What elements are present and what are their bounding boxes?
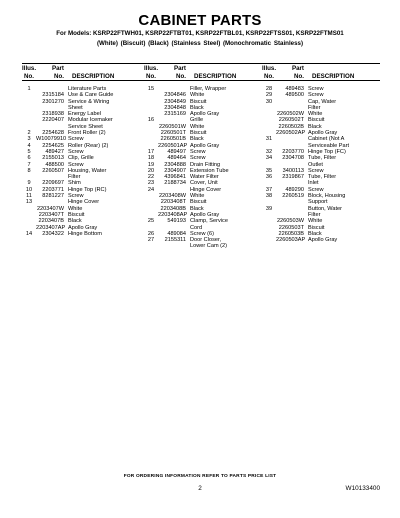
- part-description: Support: [308, 199, 328, 206]
- part-description: Energy Label: [68, 111, 101, 118]
- illus-number: 18: [147, 155, 155, 162]
- part-description: Extension Tube: [190, 167, 229, 174]
- part-description: Screw: [68, 193, 84, 200]
- illus-header-line2: No.: [146, 72, 156, 80]
- part-description: Hinge Bottom: [68, 230, 102, 237]
- part-number: 2301270: [42, 98, 64, 105]
- part-number: 549193: [167, 218, 186, 225]
- illus-header-line1: Illus.: [262, 65, 277, 73]
- part-description: Apollo Gray: [190, 142, 220, 149]
- parts-column-1: [22, 64, 140, 237]
- illus-number: 5: [27, 148, 31, 155]
- part-number: 2203407T: [38, 211, 64, 218]
- illus-number: 22: [147, 174, 155, 181]
- illus-number: 25: [147, 218, 155, 225]
- part-no-header: [158, 65, 190, 80]
- part-number: 2203407AP: [36, 224, 66, 231]
- part-description: Grille: [190, 117, 204, 124]
- part-description: Modular Icemaker: [68, 117, 113, 124]
- part-description: Biscuit: [308, 117, 325, 124]
- part-description: Biscuit: [68, 211, 85, 218]
- color-variants-line: (White) (Biscuit) (Black) (Stainless Steel) (Monochromatic Stainless): [96, 40, 304, 47]
- part-description: Service Sheet: [68, 123, 103, 130]
- part-description: Roller (Rear) (2): [68, 142, 109, 149]
- part-number: 489084: [167, 230, 186, 237]
- part-description: Housing, Water: [68, 167, 107, 174]
- part-number: 489464: [167, 155, 186, 162]
- part-description: Front Roller (2): [68, 130, 106, 137]
- part-description: Door Closer,: [190, 237, 222, 244]
- part-description: White: [190, 193, 205, 200]
- part-description: Hinge Cover: [68, 199, 100, 206]
- part-number: 2203407B: [38, 218, 64, 225]
- part-number: 2260501W: [158, 123, 186, 130]
- part-number: 2260519: [282, 193, 304, 200]
- illus-number: 27: [147, 237, 155, 244]
- description-header: DESCRIPTION: [72, 72, 115, 80]
- part-number: 489427: [45, 148, 64, 155]
- parts-column-3: [262, 64, 380, 243]
- illus-number: 30: [265, 98, 273, 105]
- part-number: 2203770: [282, 148, 304, 155]
- part-number: 2260501B: [160, 136, 186, 143]
- illus-number: 38: [265, 193, 273, 200]
- part-description: Black: [190, 104, 204, 111]
- part-description: Screw: [308, 92, 324, 99]
- part-number: 2260503T: [278, 224, 304, 231]
- illus-header-line1: Illus.: [22, 65, 37, 73]
- part-description: Hinge Top (RC): [68, 186, 107, 193]
- models-line: For Models: KSRP22FTWH01, KSRP22FTBT01, KSRP22FTBL01, KSRP22FTSS01, KSRP22FTMS01: [56, 30, 344, 37]
- illus-number: 34: [265, 155, 273, 162]
- illus-header-line1: Illus.: [144, 65, 159, 73]
- illus-number: 32: [265, 148, 273, 155]
- illus-number: 29: [265, 92, 273, 99]
- part-number: 2254628: [42, 130, 64, 137]
- description-header: DESCRIPTION: [194, 72, 237, 80]
- part-description: Apollo Gray: [190, 111, 220, 118]
- parts-list: [262, 86, 380, 243]
- part-description: Filler, Wrapper: [190, 86, 227, 92]
- part-description: Black: [308, 230, 322, 237]
- part-no-header: [276, 65, 308, 80]
- part-description: Filter: [308, 211, 321, 218]
- part-description: Screw: [190, 155, 206, 162]
- part-header-line1: Part: [51, 65, 64, 73]
- part-number: 2260501T: [160, 130, 186, 137]
- part-description: White: [308, 218, 323, 225]
- part-description: Screw: [68, 136, 84, 143]
- part-description: Inlet: [308, 180, 319, 187]
- part-number: 2203408B: [160, 205, 186, 212]
- part-description: Screw: [308, 167, 324, 174]
- part-description: Cover, Unit: [190, 180, 218, 187]
- part-number: 2260502AP: [276, 130, 306, 137]
- part-description: White: [190, 123, 205, 130]
- part-header-line1: Part: [173, 65, 186, 73]
- part-number: 2203407W: [36, 205, 64, 212]
- ordering-note: FOR ORDERING INFORMATION REFER TO PARTS PRICE LIST: [123, 474, 277, 479]
- part-number: 2254625: [42, 142, 64, 149]
- illus-no-header: [262, 65, 276, 80]
- part-number: 2304907: [164, 167, 186, 174]
- part-description: Clamp, Service: [190, 218, 228, 225]
- part-description: Biscuit: [190, 199, 207, 206]
- part-description: White: [190, 92, 205, 99]
- part-description: Use & Care Guide: [68, 92, 114, 99]
- part-header-line2: No.: [54, 72, 64, 80]
- part-number: 2319867: [282, 174, 304, 181]
- illus-header-line2: No.: [24, 72, 34, 80]
- illus-number: 8: [27, 167, 31, 174]
- illus-number: [262, 237, 276, 243]
- part-number: W10079910: [36, 136, 67, 143]
- part-number: 2315184: [42, 92, 64, 99]
- illus-number: 14: [25, 230, 33, 237]
- part-number: 2304322: [42, 230, 64, 237]
- part-description: Black: [308, 123, 322, 130]
- part-number: 8281227: [42, 193, 64, 200]
- part-number: 2260507: [42, 167, 64, 174]
- part-number: 4396841: [164, 174, 186, 181]
- part-description: White: [68, 205, 83, 212]
- illus-number: 39: [265, 205, 273, 212]
- part-description: Tube, Filter: [308, 174, 337, 181]
- illus-number: 3: [27, 136, 31, 143]
- illus-number: [144, 243, 158, 249]
- part-number: 2304846: [164, 92, 186, 99]
- part-description: Hinge Cover: [190, 186, 222, 193]
- part-description: Screw: [308, 86, 324, 92]
- part-description: Literature Parts: [68, 86, 107, 92]
- part-description: Hinge Top (FC): [308, 148, 346, 155]
- part-number: 2260503W: [276, 218, 304, 225]
- part-description: Drain Fitting: [190, 161, 221, 168]
- part-description: Filter: [68, 174, 81, 181]
- part-description: Black: [190, 205, 204, 212]
- part-description: Screw (6): [190, 230, 214, 237]
- part-number: 489483: [285, 86, 304, 92]
- part-description: Screw: [68, 161, 84, 168]
- illus-number: 24: [147, 186, 155, 193]
- part-number: 2188734: [164, 180, 186, 187]
- part-number: 2260501AP: [158, 142, 188, 149]
- part-description: Clip, Grille: [68, 155, 94, 162]
- part-number: 2260503B: [278, 230, 304, 237]
- parts-row: [262, 237, 380, 243]
- illus-number: 7: [27, 161, 31, 168]
- part-number: 2209697: [42, 180, 64, 187]
- document-id: W10133400: [345, 485, 380, 492]
- illus-number: 4: [27, 142, 31, 149]
- part-header-line1: Part: [291, 65, 304, 73]
- part-number: 2260503AP: [276, 237, 306, 244]
- part-description: Apollo Gray: [190, 211, 220, 218]
- part-number: 489497: [167, 148, 186, 155]
- part-description: White: [308, 111, 323, 118]
- part-description: Shim: [68, 180, 81, 187]
- column-header: [144, 64, 262, 80]
- part-number: 2203408T: [160, 199, 186, 206]
- parts-list: [22, 86, 140, 237]
- illus-number: 26: [147, 230, 155, 237]
- parts-row: [144, 243, 262, 249]
- part-number: 2260502B: [278, 123, 304, 130]
- part-number: 2203771: [42, 186, 64, 193]
- parts-list: [144, 86, 262, 250]
- part-description: Cabinet (Not A: [308, 136, 345, 143]
- part-number: 2304708: [282, 155, 304, 162]
- illus-number: 20: [147, 167, 155, 174]
- part-description: Cord: [190, 224, 203, 231]
- part-description: Biscuit: [190, 130, 207, 137]
- part-number: 2304849: [164, 98, 186, 105]
- part-number: 2318938: [42, 111, 64, 118]
- part-number: 2304848: [164, 104, 186, 111]
- illus-number: 35: [265, 167, 273, 174]
- part-description: Screw: [308, 186, 324, 193]
- part-description: Apollo Gray: [308, 237, 338, 244]
- illus-number: 6: [27, 155, 31, 162]
- illus-number: 11: [26, 193, 32, 200]
- part-number: [158, 243, 190, 249]
- illus-number: 1: [27, 86, 31, 92]
- illus-number: 19: [147, 161, 155, 168]
- part-no-header: [36, 65, 68, 80]
- part-number: 489290: [285, 186, 304, 193]
- part-header-line2: No.: [294, 72, 304, 80]
- part-description: Biscuit: [308, 224, 325, 231]
- part-description: Screw: [190, 148, 206, 155]
- parts-row: [22, 231, 140, 237]
- part-description: Cap, Water: [308, 98, 337, 105]
- part-description: Service & Wiring: [68, 98, 110, 105]
- page-number: 2: [198, 485, 202, 492]
- page-title: CABINET PARTS: [138, 12, 262, 29]
- part-description: Screw: [68, 148, 84, 155]
- part-description: Filter: [308, 104, 321, 111]
- part-description: Lower Cam (2): [190, 243, 227, 250]
- part-number: 488500: [45, 161, 64, 168]
- illus-number: 2: [27, 130, 31, 137]
- part-number: 2155013: [42, 155, 64, 162]
- part-number: 3400113: [282, 167, 304, 174]
- part-number: 2203408AP: [158, 211, 188, 218]
- part-number: 2155311: [164, 237, 186, 244]
- part-header-line2: No.: [176, 72, 186, 80]
- illus-number: 9: [27, 180, 31, 187]
- illus-number: 10: [25, 186, 33, 193]
- part-description: Black: [68, 218, 82, 225]
- part-description: Button, Water: [308, 205, 342, 212]
- part-description: Biscuit: [190, 98, 207, 105]
- illus-number: 36: [265, 174, 273, 181]
- part-description: Black: [190, 136, 204, 143]
- illus-no-header: [22, 65, 36, 80]
- part-description: Tube, Filter: [308, 155, 337, 162]
- illus-number: 23: [147, 180, 155, 187]
- part-number: 2315169: [164, 111, 186, 118]
- part-number: 2260502W: [276, 111, 304, 118]
- part-description: Serviceable Part: [308, 142, 350, 149]
- part-number: 2260502T: [278, 117, 304, 124]
- description-header: DESCRIPTION: [312, 72, 355, 80]
- parts-column-2: [144, 64, 262, 250]
- part-description: Apollo Gray: [68, 224, 98, 231]
- illus-number: 31: [265, 136, 273, 143]
- part-description: Water Filter: [190, 174, 219, 181]
- part-number: 2304888: [164, 161, 186, 168]
- illus-number: 16: [147, 117, 155, 124]
- illus-no-header: [144, 65, 158, 80]
- illus-number: 13: [25, 199, 33, 206]
- illus-number: 37: [265, 186, 273, 193]
- illus-header-line2: No.: [264, 72, 274, 80]
- part-number: 2203408W: [158, 193, 186, 200]
- part-description: Sheet: [68, 104, 83, 111]
- illus-number: 28: [265, 86, 273, 92]
- illus-number: 15: [147, 86, 155, 92]
- part-number: 2220407: [42, 117, 64, 124]
- column-header: [22, 64, 140, 80]
- part-description: Outlet: [308, 161, 323, 168]
- part-number: 489500: [285, 92, 304, 99]
- part-description: Apollo Gray: [308, 130, 338, 137]
- part-description: Block, Housing: [308, 193, 346, 200]
- column-header: [262, 64, 380, 80]
- illus-number: 17: [147, 148, 155, 155]
